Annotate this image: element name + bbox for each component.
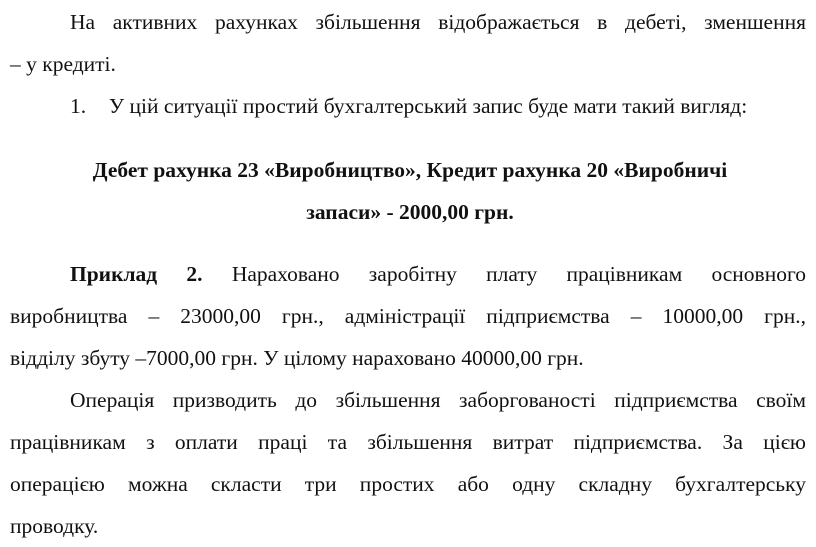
paragraph1-line1: На активних рахунках збільшення відображається в дебеті, зменшення <box>70 10 806 34</box>
entry-line1: Дебет рахунка 23 «Виробництво», Кредит рахунка 20 «Виробничі <box>92 158 728 182</box>
example2-line1-text: Нараховано заробітну плату працівникам основного <box>231 262 806 286</box>
example2-line3: відділу збуту –7000,00 грн. У цілому нараховано 40000,00 грн. <box>10 346 584 370</box>
paragraph2-line2: працівникам з оплати праці та збільшення витрат підприємства. За цією <box>10 430 806 454</box>
paragraph2-line1: Операція призводить до збільшення заборгованості підприємства своїм <box>70 388 806 412</box>
list-item-number: 1. <box>70 94 87 118</box>
example2-line1 <box>70 260 806 288</box>
paragraph1-line2: – у кредиті. <box>10 52 116 76</box>
entry-line2: запаси» - 2000,00 грн. <box>306 200 514 224</box>
list-item-text: У цій ситуації простий бухгалтерський запис буде мати такий вигляд: <box>108 94 748 118</box>
example2-line2: виробництва – 23000,00 грн., адміністрації підприємства – 10000,00 грн., <box>10 304 806 328</box>
list-item-1 <box>70 92 810 120</box>
paragraph2-line4: проводку. <box>10 514 99 538</box>
example-label: Приклад 2. <box>70 262 203 286</box>
paragraph2-line3: операцією можна скласти три простих або одну складну бухгалтерську <box>10 472 806 496</box>
